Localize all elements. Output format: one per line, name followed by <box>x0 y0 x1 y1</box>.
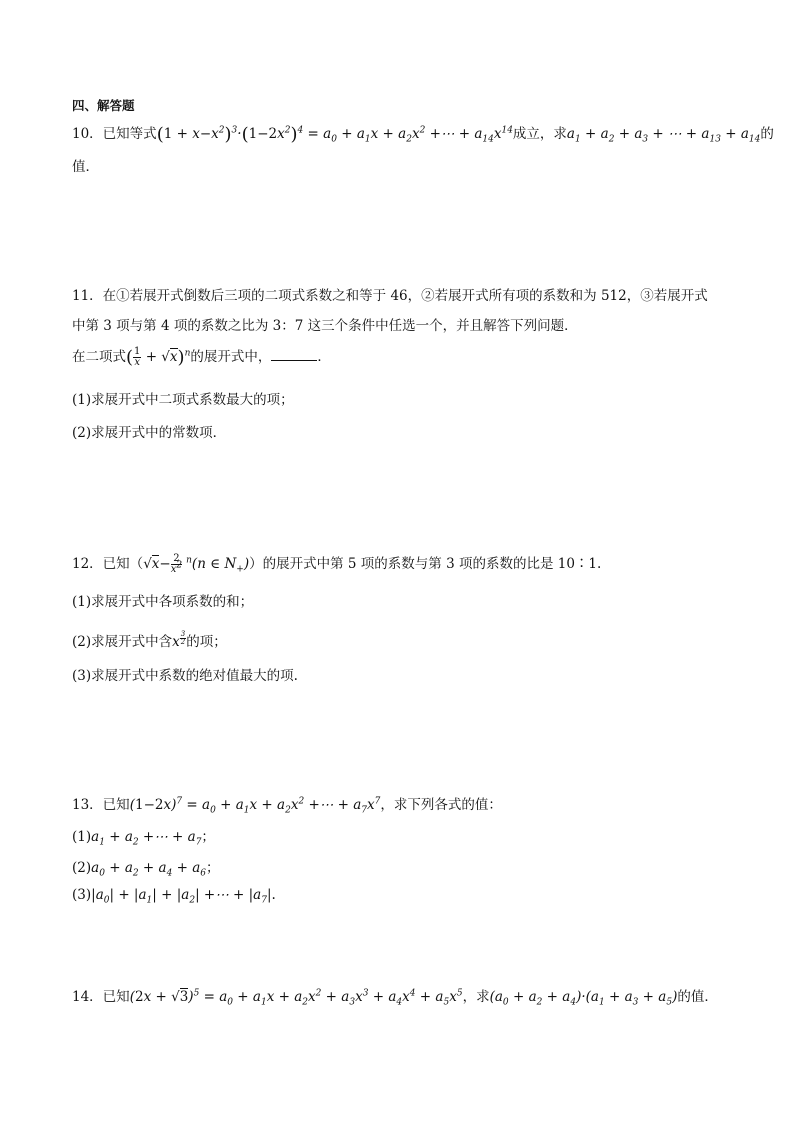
q14-end: 的值． <box>677 989 718 1005</box>
q13-sub2-label: (2) <box>72 860 92 876</box>
q10-end: 的 <box>760 126 774 142</box>
q12-label: 12．已知（ <box>72 556 144 572</box>
q12-sub2-post: 的项； <box>186 634 227 650</box>
q12-mid: ）的展开式中第 5 项的系数与第 3 项的系数的比是 10∶1. <box>249 556 602 572</box>
q13-end: ，求下列各式的值： <box>380 797 502 813</box>
question-13-sub2: $(2)a_0 + a_2 + a_4 + a_6$； <box>72 860 220 879</box>
question-10-line2: 值． <box>72 159 99 175</box>
question-13-sub3: $(3)|a_0| + |a_1| + |a_2|$ +⋯ + $|a_7|$. <box>72 887 276 906</box>
answer-blank[interactable] <box>271 348 317 361</box>
q14-equation: $(2x + √3)^5 = a_0 + a_1x + a_2x^2 + a_3x^3 + a_4x^4 + a_5x^5$ <box>129 988 463 1008</box>
q11-line3-end: ． <box>317 349 331 365</box>
q13-sub1-label: (1) <box>72 829 92 845</box>
q13-sub3-label: (3) <box>72 887 92 903</box>
question-11-line3 <box>72 345 331 368</box>
question-13-sub1: $(1)a_1 + a_2$ +⋯ + $a_7$； <box>72 829 215 848</box>
q14-product-expression: $(a_0 + a_2 + a_4)\cdot(a_1 + a_3 + a_5)$ <box>489 989 678 1008</box>
question-14-line1 <box>72 985 718 1008</box>
question-13-line1 <box>72 793 502 816</box>
q13-sub1-expression: $a_1 + a_2$ +⋯ + $a_7$ <box>91 829 202 848</box>
q14-mid: ，求 <box>462 989 490 1005</box>
q12-binomial: √x− $\frac{2}{x^2}$ <box>143 553 183 575</box>
question-11-sub2: (2)求展开式中的常数项． <box>72 425 227 441</box>
q12-sub2-pre: (2)求展开式中含 <box>72 634 173 650</box>
q10-mid: 成立，求 <box>512 126 567 142</box>
question-11-line1: 11．在①若展开式倒数后三项的二项式系数之和等于 46，②若展开式所有项的系数和为 512，③若展开式 <box>72 288 708 304</box>
q11-binomial: ( $\frac{1}{x}$ + √x)$^n$ <box>126 346 191 368</box>
question-11-line2: 中第 3 项与第 4 项的系数之比为 3：7 这三个条件中任选一个，并且解答下列问题． <box>72 318 578 334</box>
q10-label: 10．已知等式 <box>72 126 157 142</box>
question-11-sub1: (1)求展开式中二项式系数最大的项； <box>72 392 294 408</box>
q11-line3-pre: 在二项式 <box>72 349 126 365</box>
q13-sub2-expression: $a_0 + a_2 + a_4 + a_6$ <box>91 860 207 879</box>
q12-power-term: x $^{\frac{3}{2}}$ <box>172 629 186 650</box>
q11-line3-post: 的展开式中， <box>190 349 272 365</box>
q10-sum-expression: $a_1 + a_2 + a_3$ + ⋯ + $a_{13} + a_{14}$ <box>566 126 761 145</box>
q14-label: 14．已知 <box>72 989 130 1005</box>
section-heading: 四、解答题 <box>72 98 135 113</box>
question-12-line1: 12．已知（√x− $\frac{2}{x^2}$ $^n$(n ∈ $N_+$)）的展开式中第 5 项的系数与第 3 项的系数的比是 10∶1. <box>72 553 602 575</box>
question-10-line1 <box>72 122 774 145</box>
q13-label: 13．已知 <box>72 797 130 813</box>
question-12-sub3: (3)求展开式中系数的绝对值最大的项. <box>72 668 298 684</box>
q13-sub3-expression: $|a_0| + |a_1| + |a_2|$ +⋯ + $|a_7|$ <box>91 887 272 906</box>
q13-equation: $(1-2x)^7 = a_0 + a_1x + a_2x^2$ +⋯ + $a_7x^7$ <box>129 796 381 816</box>
question-12-sub2 <box>72 630 227 650</box>
question-12-sub1: (1)求展开式中各项系数的和； <box>72 594 254 610</box>
q10-equation: $(1 + x-x^2)^3\cdot(1-2x^2)^4 = a_0 + a_1x + a_2x^2$ +⋯ + $a_{14}x^{14}$ <box>156 124 513 145</box>
